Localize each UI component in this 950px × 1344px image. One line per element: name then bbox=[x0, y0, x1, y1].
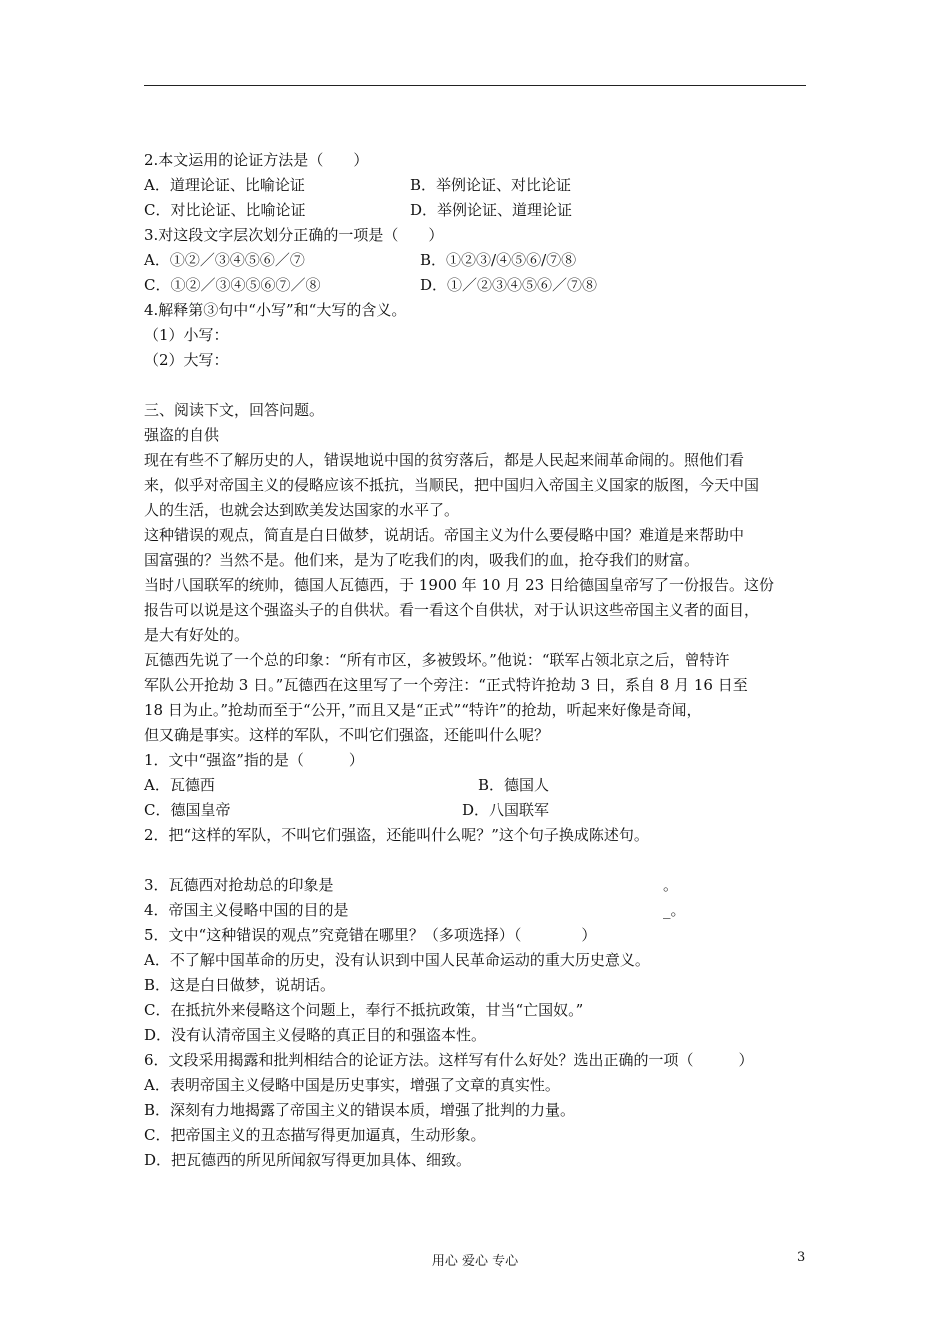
s3-question-4: 4．帝国主义侵略中国的目的是 bbox=[144, 901, 349, 919]
s3-question-5-option-b: B．这是白日做梦，说胡话。 bbox=[144, 976, 336, 994]
s3-question-1-option-b: B．德国人 bbox=[478, 776, 550, 794]
question-3-option-b: B．①②③/④⑤⑥/⑦⑧ bbox=[420, 251, 577, 269]
question-2-option-d: D．举例论证、道理论证 bbox=[410, 201, 573, 219]
passage-p2-line: 这种错误的观点，简直是白日做梦，说胡话。帝国主义为什么要侵略中国？难道是来帮助中 bbox=[144, 526, 745, 544]
question-4: 4.解释第③句中“小写”和“大写的含义。 bbox=[144, 301, 407, 319]
header-rule bbox=[144, 85, 806, 86]
s3-question-4-blank-end: _。 bbox=[663, 901, 686, 919]
s3-question-5-option-a: A．不了解中国革命的历史，没有认识到中国人民革命运动的重大历史意义。 bbox=[144, 951, 650, 969]
s3-question-6: 6．文段采用揭露和批判相结合的论证方法。这样写有什么好处？选出正确的一项（ ） bbox=[144, 1051, 754, 1069]
question-4-part-2: （2）大写： bbox=[144, 351, 229, 369]
s3-question-5-option-c: C．在抵抗外来侵略这个问题上，奉行不抵抗政策，甘当“亡国奴。” bbox=[144, 1001, 584, 1019]
s3-question-1: 1．文中“强盗”指的是（ ） bbox=[144, 751, 364, 769]
s3-question-6-option-c: C．把帝国主义的丑态描写得更加逼真，生动形象。 bbox=[144, 1126, 486, 1144]
passage-p1-line: 人的生活，也就会达到欧美发达国家的水平了。 bbox=[144, 501, 460, 519]
passage-p2-line: 国富强的？当然不是。他们来，是为了吃我们的肉，吸我们的血，抢夺我们的财富。 bbox=[144, 551, 700, 569]
passage-p1-line: 现在有些不了解历史的人，错误地说中国的贫穷落后，都是人民起来闹革命闹的。照他们看 bbox=[144, 451, 745, 469]
s3-question-5: 5．文中“这种错误的观点”究竟错在哪里？（多项选择）（ ） bbox=[144, 926, 597, 944]
question-3-option-a: A．①②／③④⑤⑥／⑦ bbox=[144, 251, 305, 269]
question-4-part-1: （1）小写： bbox=[144, 326, 229, 344]
s3-question-2: 2．把“这样的军队，不叫它们强盗，还能叫什么呢？”这个句子换成陈述句。 bbox=[144, 826, 649, 844]
section-3-heading: 三、阅读下文，回答问题。 bbox=[144, 401, 325, 419]
passage-p4-line: 但又确是事实。这样的军队，不叫它们强盗，还能叫什么呢？ bbox=[144, 726, 550, 744]
passage-p1-line: 来，似乎对帝国主义的侵略应该不抵抗，当顺民，把中国归入帝国主义国家的版图，今天中国 bbox=[144, 476, 760, 494]
s3-question-6-option-a: A．表明帝国主义侵略中国是历史事实，增强了文章的真实性。 bbox=[144, 1076, 560, 1094]
passage-p4-line: 瓦德西先说了一个总的印象：“所有市区，多被毁坏。”他说：“联军占领北京之后，曾特许 bbox=[144, 651, 730, 669]
question-2-option-a: A．道理论证、比喻论证 bbox=[144, 176, 305, 194]
question-3-option-c: C．①②／③④⑤⑥⑦／⑧ bbox=[144, 276, 321, 294]
passage-p4-line: 18 日为止。”抢劫而至于“公开，”而且又是“正式”“特许”的抢劫，听起来好像是奇闻， bbox=[144, 701, 702, 719]
s3-question-1-option-d: D．八国联军 bbox=[462, 801, 550, 819]
s3-question-1-option-c: C．德国皇帝 bbox=[144, 801, 231, 819]
passage-p4-line: 军队公开抢劫 3 日。”瓦德西在这里写了一个旁注：“正式特许抢劫 3 日，系自 8 月 16 日至 bbox=[144, 676, 748, 694]
question-2-option-c: C．对比论证、比喻论证 bbox=[144, 201, 306, 219]
s3-question-6-option-b: B．深刻有力地揭露了帝国主义的错误本质，增强了批判的力量。 bbox=[144, 1101, 576, 1119]
passage-p3-line: 当时八国联军的统帅，德国人瓦德西，于 1900 年 10 月 23 日给德国皇帝写了一份报告。这份 bbox=[144, 576, 774, 594]
passage-title: 强盗的自供 bbox=[144, 426, 220, 444]
footer-text: 用心 爱心 专心 bbox=[431, 1254, 519, 1269]
question-3: 3.对这段文字层次划分正确的一项是（ ） bbox=[144, 226, 444, 244]
passage-p3-line: 是大有好处的。 bbox=[144, 626, 250, 644]
s3-question-3-blank-end: 。 bbox=[663, 876, 679, 894]
s3-question-1-option-a: A．瓦德西 bbox=[144, 776, 215, 794]
question-2-option-b: B．举例论证、对比论证 bbox=[410, 176, 572, 194]
passage-p3-line: 报告可以说是这个强盗头子的自供状。看一看这个自供状，对于认识这些帝国主义者的面目， bbox=[144, 601, 760, 619]
question-2: 2.本文运用的论证方法是（ ） bbox=[144, 151, 369, 169]
page-number: 3 bbox=[797, 1250, 806, 1265]
s3-question-6-option-d: D．把瓦德西的所见所闻叙写得更加具体、细致。 bbox=[144, 1151, 472, 1169]
question-3-option-d: D．①／②③④⑤⑥／⑦⑧ bbox=[420, 276, 598, 294]
s3-question-5-option-d: D．没有认清帝国主义侵略的真正目的和强盗本性。 bbox=[144, 1026, 487, 1044]
s3-question-3: 3．瓦德西对抢劫总的印象是 bbox=[144, 876, 334, 894]
